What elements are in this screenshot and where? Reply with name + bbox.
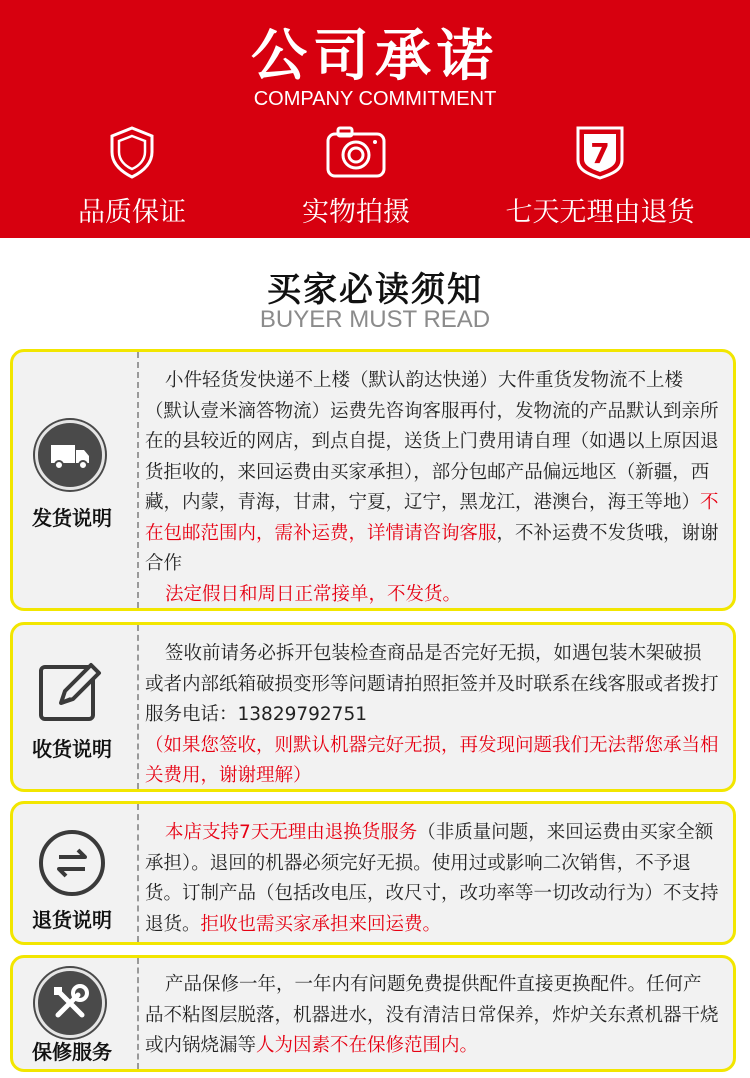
warranty-text bbox=[145, 970, 719, 1062]
receiving-text bbox=[145, 639, 719, 792]
warranty-text-1: 产品保修一年，一年内有问题免费提供配件直接更换配件。任何产品不粘图层脱落，机器进水，没有清洁日常保养，炸炉关东煮机器干烧或内锅烧漏等 bbox=[145, 974, 719, 1056]
shipping-text-red-1: 不在包邮范围内，需补运费，详情请咨询客服 bbox=[145, 492, 719, 544]
returns-card bbox=[10, 801, 736, 945]
banner-subtitle: COMPANY COMMITMENT bbox=[253, 88, 497, 110]
warranty-title: 保修服务 bbox=[32, 1040, 112, 1064]
receiving-text-1: 签收前请务必拆开包装检查商品是否完好无损，如遇包装木架破损或者内部纸箱破损变形等问题请拍照拒签并及时联系在线客服或者拨打服务电话： bbox=[145, 643, 719, 725]
promise-label: 实物拍摄 bbox=[302, 197, 410, 228]
receiving-text-red: （如果您签收，则默认机器完好无损，再发现问题我们无法帮您承当相关费用，谢谢理解） bbox=[145, 734, 719, 786]
receiving-side bbox=[13, 625, 139, 789]
warranty-card bbox=[10, 955, 736, 1072]
shipping-text-red-2: 法定假日和周日正常接单，不发货。 bbox=[165, 583, 462, 605]
shipping-text-2: ，不补运费不发货哦，谢谢合作 bbox=[145, 522, 719, 574]
returns-text-1: （非质量问题，来回运费由买家全额承担）。退回的机器必须完好无损。使用过或影响二次销售，不予退货。订制产品（包括改电压，改尺寸，改功率等一切改动行为）不支持退货。 bbox=[145, 822, 719, 935]
badge-number: 7 bbox=[590, 137, 610, 170]
promise-real-photo bbox=[236, 124, 476, 229]
returns-side bbox=[13, 804, 139, 942]
exchange-arrows-icon bbox=[39, 830, 105, 896]
shield-icon bbox=[104, 124, 160, 180]
warranty-text-red: 人为因素不在保修范围内。 bbox=[256, 1035, 479, 1056]
truck-icon bbox=[35, 420, 105, 490]
promise-quality bbox=[12, 124, 252, 229]
receiving-card bbox=[10, 622, 736, 792]
receiving-title: 收货说明 bbox=[32, 737, 112, 761]
edit-icon bbox=[37, 661, 105, 729]
shipping-text-1: 小件轻货发快递不上楼（默认韵达快递）大件重货发物流不上楼（默认壹米滴答物流）运费先咨询客服再付，发物流的产品默认到亲所在的县较近的网店，到点自提，送货上门费用请自理（如遇以上原因退货拒收的，来回运费由买家承担），部分包邮产品偏远地区（新疆，西藏，内蒙，青海，甘肃，宁夏，辽宁，黑龙江，港澳台，海王等地） bbox=[145, 370, 719, 513]
returns-title: 退货说明 bbox=[32, 908, 112, 932]
shipping-card bbox=[10, 349, 736, 611]
camera-icon bbox=[324, 124, 388, 180]
promise-label: 品质保证 bbox=[78, 197, 186, 228]
buyer-section-subtitle: BUYER MUST READ bbox=[259, 306, 491, 333]
shipping-text bbox=[145, 366, 719, 610]
returns-text-red-1: 本店支持7天无理由退换货服务 bbox=[165, 822, 418, 843]
buyer-section-title: 买家必读须知 bbox=[267, 270, 483, 310]
receiving-phone: 13829792751 bbox=[237, 704, 367, 725]
seven-badge-icon bbox=[572, 124, 628, 180]
company-commitment-banner bbox=[0, 0, 750, 238]
warranty-side bbox=[13, 958, 139, 1069]
shipping-title: 发货说明 bbox=[32, 506, 112, 530]
returns-text bbox=[145, 818, 719, 940]
shipping-side bbox=[13, 352, 139, 608]
returns-text-red-2: 拒收也需买家承担来回运费。 bbox=[200, 913, 442, 935]
wrench-screwdriver-icon bbox=[35, 968, 105, 1038]
promise-seven-day-return bbox=[460, 124, 740, 229]
banner-title: 公司承诺 bbox=[251, 24, 499, 89]
promise-label: 七天无理由退货 bbox=[505, 197, 695, 228]
